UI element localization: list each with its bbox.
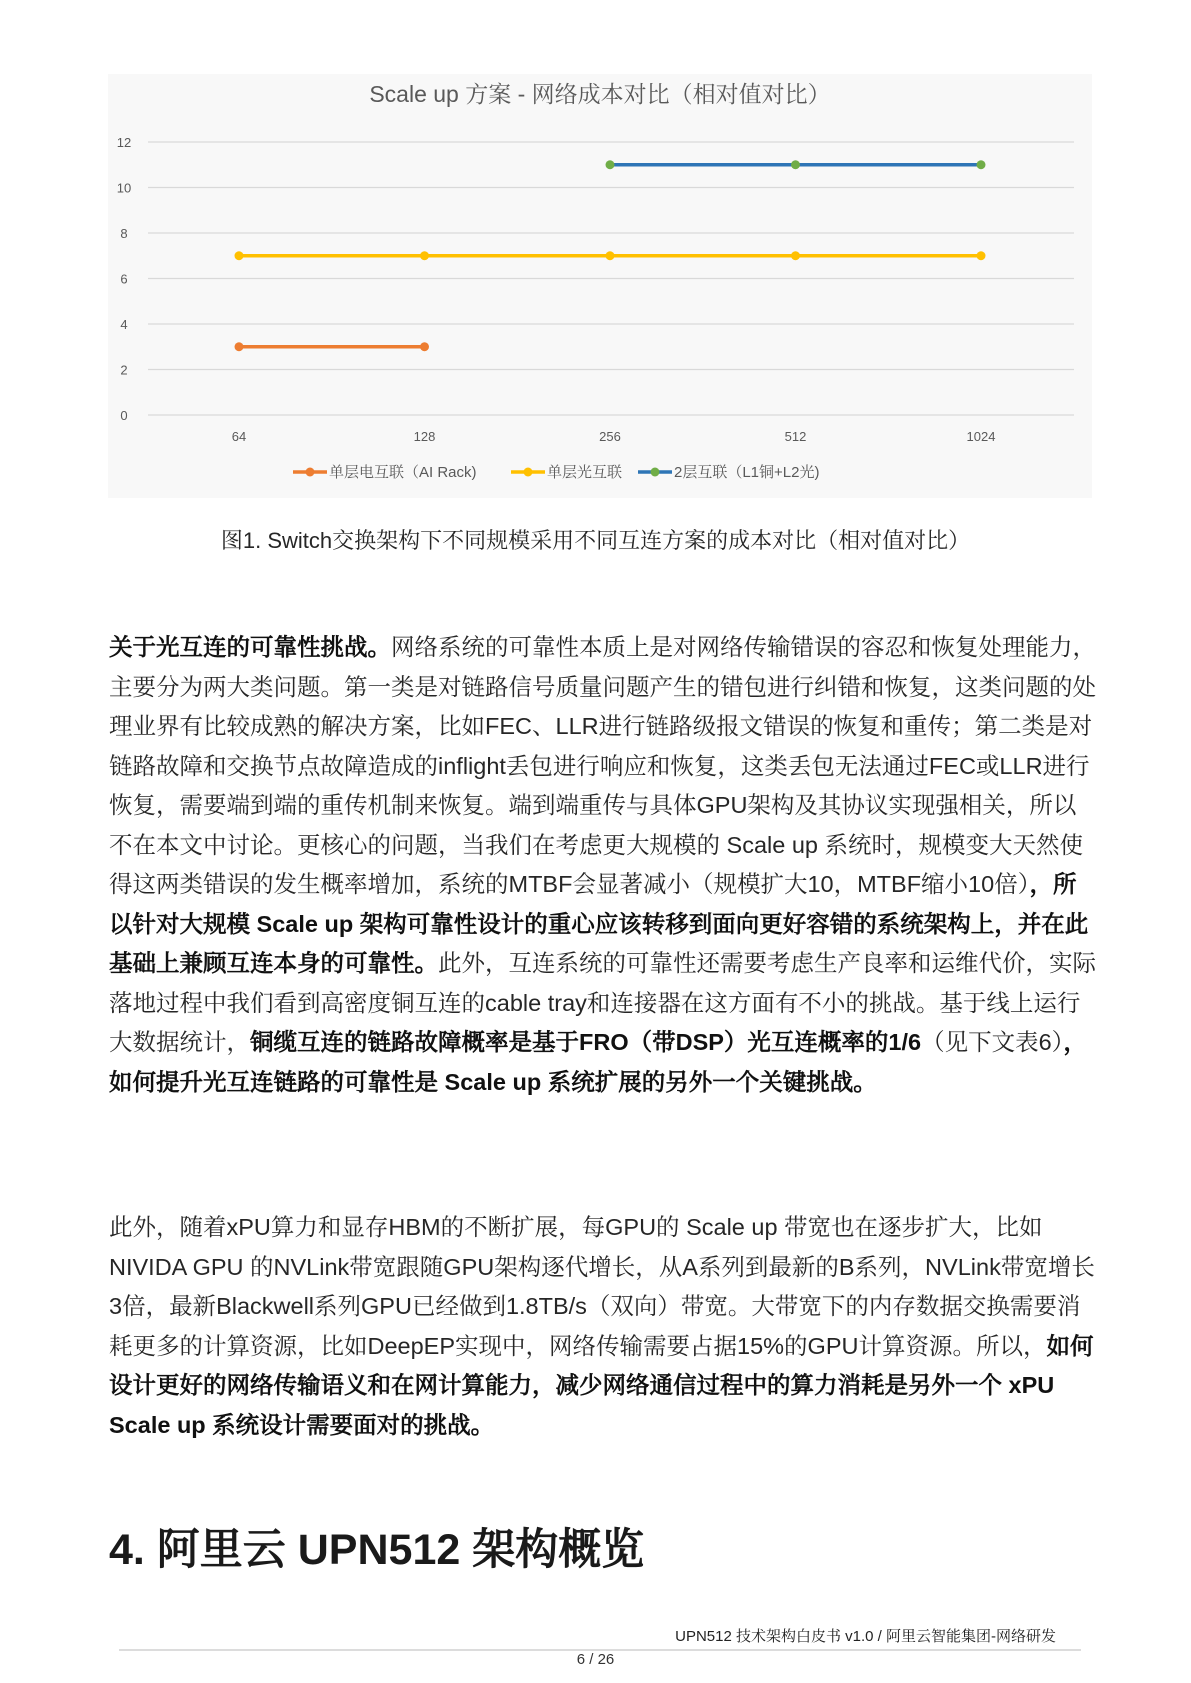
text-run: （见下文表6） [921, 1029, 1064, 1055]
y-tick-label: 2 [120, 362, 128, 378]
x-tick-label: 128 [413, 429, 436, 444]
bold-text-run: ，所以针对大规模 Scale up 架构可靠性设计的重心应该转移到面向更好容错的系统架构上，并在此基础上兼顾互连本身的可靠性。 [109, 871, 1089, 976]
bold-text-run: 铜缆互连的链路故障概率是基于FRO（带DSP）光互连概率的1/6 [250, 1029, 922, 1055]
footer-document-title: UPN512 技术架构白皮书 v1.0 / 阿里云智能集团-网络研发 [675, 1628, 1056, 1645]
data-point [235, 342, 244, 351]
bold-text-run: ，如何提升光互连链路的可靠性是 Scale up 系统扩展的另外一个关键挑战。 [109, 1029, 1087, 1095]
chart-title: Scale up 方案 - 网络成本对比（相对值对比） [369, 81, 831, 107]
text-run: 网络系统的可靠性本质上是对网络传输错误的容忍和恢复处理能力，主要分为两大类问题。第一类是对链路信号质量问题产生的错包进行纠错和恢复，这类问题的处理业界有比较成熟的解决方案，比如FEC、LLR进行链路级报文错误的恢复和重传；第二类是对链路故障和交换节点故障造成的inflight丢包进行响应和恢复，这类丢包无法通过FEC或LLR进行恢复，需要端到端的重传机制来恢复。端到端重传与具体GPU架构及其协议实现强相关，所以不在本文中讨论。更核心的问题，当我们在考虑更大规模的 Scale up 系统时，规模变大天然使得这两类错误的发生概率增加，系统的MTBF会显著减小（规模扩大10，MTBF缩小10倍） [109, 634, 1096, 897]
data-point [977, 160, 986, 169]
text-run: 此外，互连系统的可靠性还需要考虑生产良率和运维代价，实际落地过程中我们看到高密度铜互连的cable tray和连接器在这方面有不小的挑战。基于线上运行大数据统计， [109, 950, 1096, 1055]
text-run: 此外，随着xPU算力和显存HBM的不断扩展，每GPU的 Scale up 带宽也在逐步扩大，比如NIVIDA GPU 的NVLink带宽跟随GPU架构逐代增长，从A系列到最新的B系列，NVLink带宽增长3倍，最新Blackwell系列GPU已经做到1.8TB/s（双向）带宽。大带宽下的内存数据交换需要消耗更多的计算资源，比如DeepEP实现中，网络传输需要占据15%的GPU计算资源。所以， [109, 1214, 1095, 1359]
data-point [420, 342, 429, 351]
y-tick-label: 8 [120, 226, 128, 241]
x-tick-label: 512 [784, 429, 807, 444]
bold-text-run: 关于光互连的可靠性挑战。 [109, 634, 391, 660]
data-point [420, 251, 429, 260]
y-tick-label: 12 [116, 135, 132, 150]
legend-marker-1 [524, 468, 533, 477]
data-point [235, 251, 244, 260]
figure-caption: 图1. Switch交换架构下不同规模采用不同互连方案的成本对比（相对值对比） [220, 528, 971, 553]
legend-label: 单层电互联（AI Rack) [329, 464, 477, 481]
bold-text-run: 如何设计更好的网络传输语义和在网计算能力，减少网络通信过程中的算力消耗是另外一个 xPU Scale up 系统设计需要面对的挑战。 [109, 1332, 1094, 1438]
chart-svg [108, 74, 1092, 498]
data-point [791, 160, 800, 169]
y-tick-label: 10 [116, 180, 132, 196]
x-tick-label: 256 [599, 429, 621, 444]
data-point [606, 251, 615, 260]
section-heading: 4. 阿里云 UPN512 架构概览 [109, 1526, 645, 1574]
legend-marker-0 [306, 468, 315, 477]
cost-comparison-chart [108, 74, 1092, 498]
page-number: 6 / 26 [576, 1651, 615, 1668]
paragraph-bandwidth-compute [109, 1208, 1097, 1445]
legend-label: 单层光互联 [547, 464, 623, 481]
data-point [791, 251, 800, 260]
y-tick-label: 6 [120, 271, 128, 287]
data-point [977, 251, 986, 260]
data-point [606, 160, 615, 169]
paragraph-optical-reliability [109, 628, 1097, 1102]
x-tick-label: 1024 [966, 429, 996, 444]
x-tick-label: 64 [231, 429, 247, 444]
y-tick-label: 0 [120, 408, 128, 423]
legend-label: 2层互联（L1铜+L2光) [674, 464, 820, 481]
y-tick-label: 4 [120, 317, 128, 332]
legend-marker-2 [651, 468, 660, 477]
